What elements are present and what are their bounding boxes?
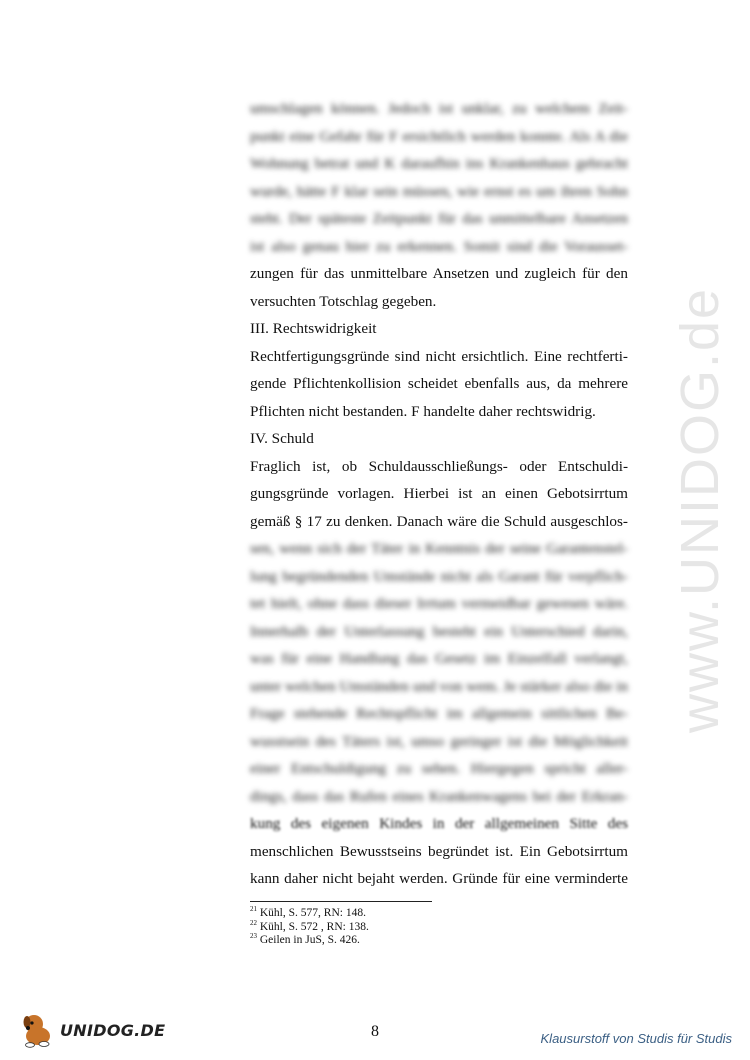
text-line: Fraglich ist, ob Schuldausschließungs- oder Entschuldi- bbox=[250, 457, 628, 475]
footnote-separator bbox=[250, 901, 432, 902]
text-line: wurde, hätte F klar sein müssen, wie ernst es um ihren Sohn bbox=[250, 182, 628, 200]
text-line: zungen für das unmittelbare Ansetzen und zugleich für den bbox=[250, 265, 628, 282]
text-line: einer Entschuldigung zu sehen. Hiergegen spricht aller- bbox=[250, 760, 628, 777]
text-line: versuchten Totschlag gegeben. bbox=[250, 292, 437, 310]
text-line: steht. Der späteste Zeitpunkt für das unmittelbare Ansetzen bbox=[250, 210, 628, 227]
blurred-middle-block bbox=[250, 535, 628, 810]
footnote: $^{23}$ Geilen in JuS, S. 426. bbox=[250, 932, 360, 946]
text-line: tet hielt, ohne dass dieser Irrtum vermeidbar gewesen wäre. bbox=[250, 595, 628, 612]
footnote: $^{21}$ Kühl, S. 577, RN: 148. bbox=[250, 905, 366, 919]
text-line: Rechtfertigungsgründe sind nicht ersichtlich. Eine rechtferti- bbox=[250, 347, 628, 365]
section-heading-schuld: IV. Schuld bbox=[250, 430, 314, 447]
text-line: umschlagen können. Jedoch ist unklar, zu welchem Zeit- bbox=[250, 100, 628, 117]
blurred-top-block bbox=[250, 95, 628, 260]
text-line: punkt eine Gefahr für F ersichtlich werden konnte. Als A die bbox=[250, 127, 628, 145]
tagline: Klausurstoff von Studis für Studis bbox=[540, 1031, 732, 1046]
text-line: lung begründenden Umstände nicht als Garant für verpflich- bbox=[250, 567, 628, 585]
text-line: sen, wenn sich der Täter in Kenntnis der seine Garantenstel- bbox=[250, 540, 628, 557]
footnotes bbox=[250, 907, 369, 948]
logo-text: UNIDOG.DE bbox=[60, 1021, 166, 1040]
text-line: Innerhalb der Unterlassung besteht ein Unterschied darin, bbox=[250, 622, 628, 640]
text-line: gemäß § 17 zu denken. Danach wäre die Schuld ausgeschlos- bbox=[250, 512, 628, 530]
main-text bbox=[250, 95, 628, 893]
text-line-partially-blurred: kung des eigenen Kindes in der allgemeinen Sitte des bbox=[250, 815, 628, 832]
text-line: Frage stehende Rechtspflicht im allgemein sittlichen Be- bbox=[250, 705, 628, 722]
watermark-text: www.UNIDOG.de bbox=[670, 286, 730, 734]
text-line: unter welchen Umständen und von wem. Je stärker also die in bbox=[250, 677, 628, 695]
text-line: gungsgründe vorlagen. Hierbei ist an einen Gebotsirrtum bbox=[250, 485, 628, 502]
text-line: kann daher nicht bejaht werden. Gründe für eine verminderte bbox=[250, 870, 628, 887]
text-line: wusstsein des Täters ist, umso geringer ist die Möglichkeit bbox=[250, 732, 628, 750]
text-line: gende Pflichtenkollision scheidet ebenfalls aus, da mehrere bbox=[250, 375, 628, 392]
text-line: Wohnung betrat und K daraufhin ins Krankenhaus gebracht bbox=[250, 155, 628, 172]
watermark bbox=[640, 260, 750, 760]
text-line: menschlichen Bewusstseins begründet ist. Ein Gebotsirrtum bbox=[250, 842, 628, 860]
text-line: Pflichten nicht bestanden. F handelte daher rechtswidrig. bbox=[250, 402, 596, 420]
text-line: dings, dass das Rufen eines Krankenwagens bei der Erkran- bbox=[250, 787, 628, 805]
page-number: 8 bbox=[371, 1023, 379, 1040]
text-line: ist also genau hier zu erkennen. Somit sind die Vorausset- bbox=[250, 237, 628, 255]
section-heading-rechtswidrigkeit: III. Rechtswidrigkeit bbox=[250, 320, 377, 337]
footnote: $^{22}$ Kühl, S. 572 , RN: 138. bbox=[250, 918, 369, 933]
text-line: was für eine Handlung das Gesetz im Einzelfall verlangt, bbox=[250, 650, 628, 667]
